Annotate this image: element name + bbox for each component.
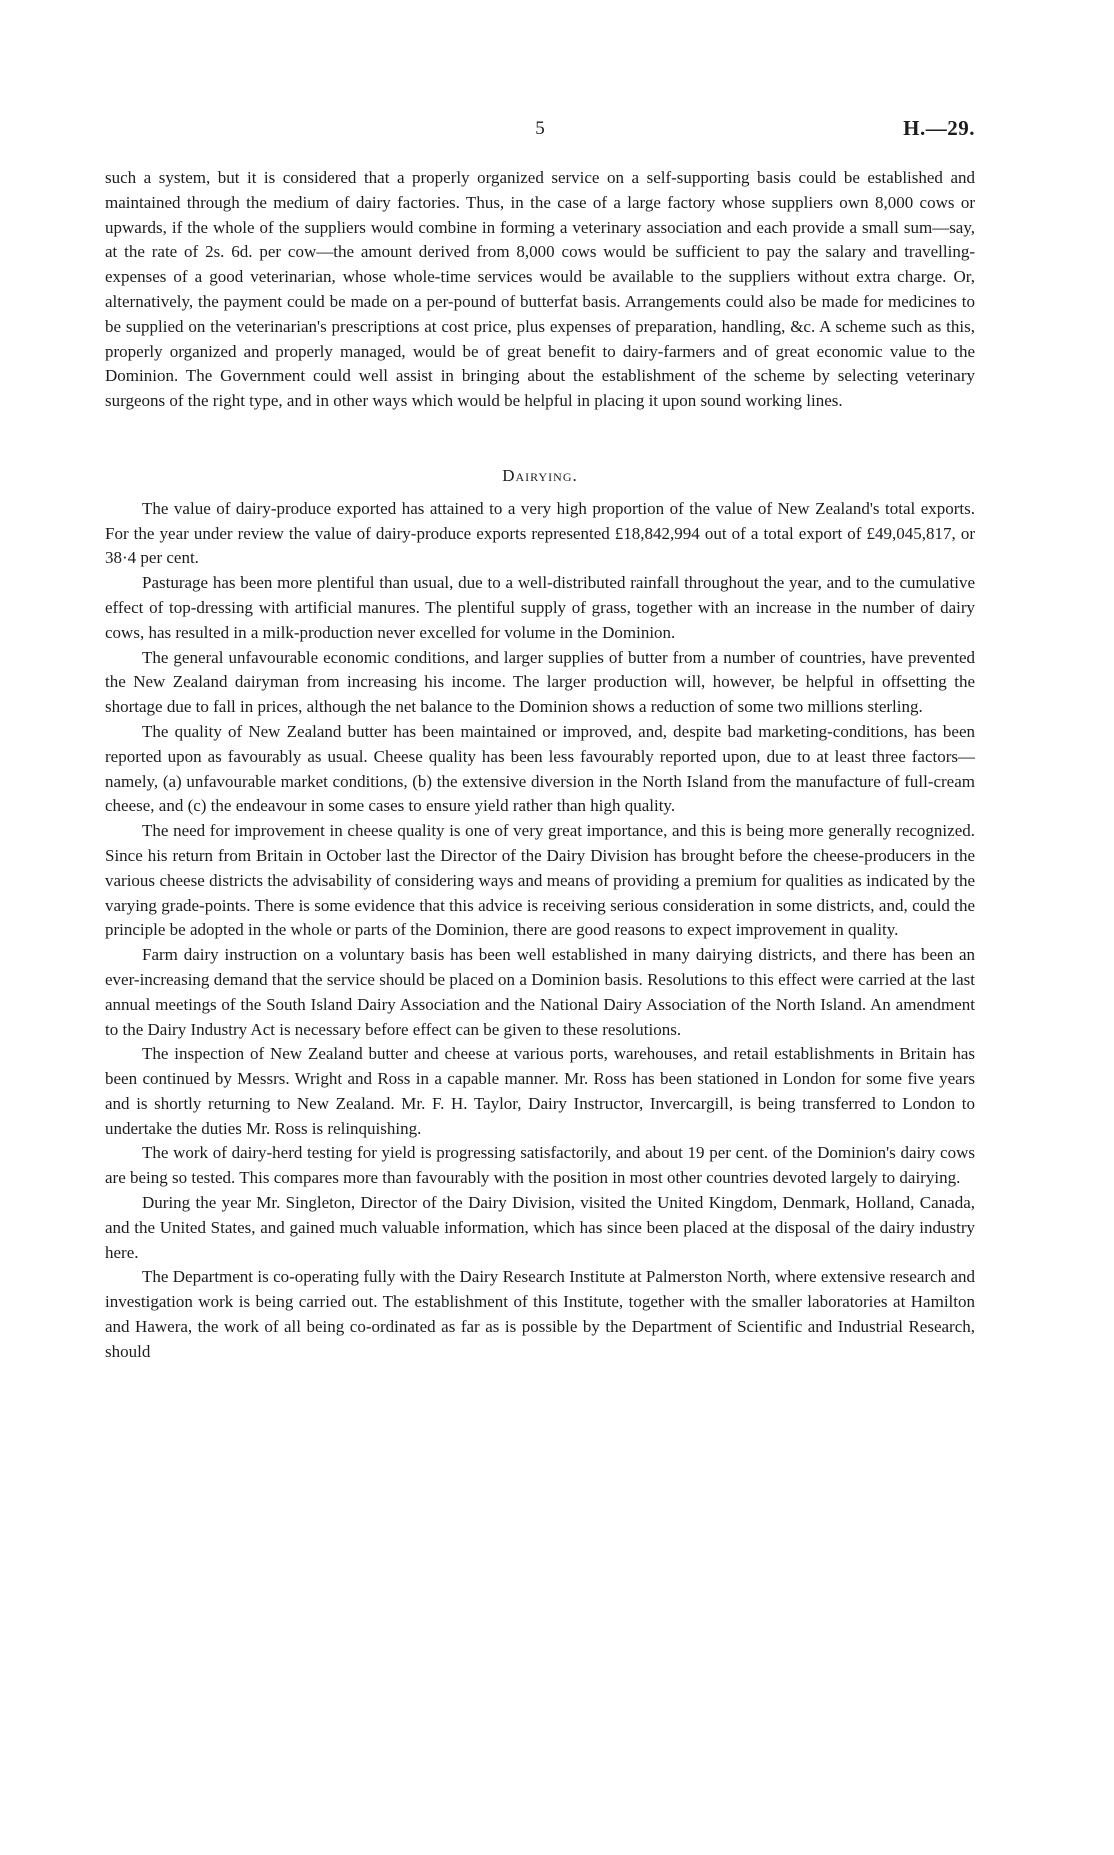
- document-reference: H.—29.: [903, 116, 975, 140]
- paragraph: During the year Mr. Singleton, Director of the Dairy Division, visited the United Kingdom, Denmark, Holland, Canada, and the United States, and gained much valuable information, which has since been placed at the disposal of the dairy industry here.: [105, 1193, 975, 1262]
- continued-paragraph: such a system, but it is considered that a properly organized service on a self-supporting basis could be established and maintained through the medium of dairy factories. Thus, in the case of a large factory whose suppliers own 8,000 cows or upwards, if the whole of the suppliers would combine in forming a veterinary association and each provide a small sum—say, at the rate of 2s. 6d. per cow—the amount derived from 8,000 cows would be sufficient to pay the salary and travelling-expenses of a good veterinarian, whose whole-time services would be available to the suppliers without extra charge. Or, alternatively, the payment could be made on a per-pound of butterfat basis. Arrangements could also be made for medicines to be supplied on the veterinarian's prescriptions at cost price, plus expenses of preparation, handling, &c. A scheme such as this, properly organized and properly managed, would be of great benefit to dairy-farmers and of great economic value to the Dominion. The Government could well assist in bringing about the establishment of the scheme by selecting veterinary surgeons of the right type, and in other ways which would be helpful in placing it upon sound working lines.: [105, 168, 975, 411]
- page-header: [105, 118, 975, 144]
- paragraph: The work of dairy-herd testing for yield is progressing satisfactorily, and about 19 per cent. of the Dominion's dairy cows are being so tested. This compares more than favourably with the position in most other countries devoted largely to dairying.: [105, 1143, 975, 1188]
- paragraph: The quality of New Zealand butter has been maintained or improved, and, despite bad marketing-conditions, has been reported upon as favourably as usual. Cheese quality has been less favourably reported upon, due to at least three factors—namely, (a) unfavourable market conditions, (b) the extensive diversion in the North Island from the manufacture of full-cream cheese, and (c) the endeavour in some cases to ensure yield rather than high quality.: [105, 721, 975, 816]
- paragraph: The general unfavourable economic conditions, and larger supplies of butter from a number of countries, have prevented the New Zealand dairyman from increasing his income. The larger production will, however, be helpful in offsetting the shortage due to fall in prices, although the net balance to the Dominion shows a reduction of some two millions sterling.: [105, 647, 975, 717]
- page-body: [105, 166, 975, 1365]
- paragraph: The need for improvement in cheese quality is one of very great importance, and this is being more generally recognized. Since his return from Britain in October last the Director of the Dairy Division has brought before the cheese-producers in the various cheese districts the advisability of considering ways and means of providing a premium for qualities as indicated by the varying grade-points. There is some evidence that this advice is receiving serious consideration in some districts, and, could the principle be adopted in the whole or parts of the Dominion, there are good reasons to expect improvement in quality.: [105, 821, 975, 940]
- section-heading: Dairying.: [502, 465, 578, 485]
- page-number: 5: [535, 118, 545, 139]
- paragraph: The inspection of New Zealand butter and cheese at various ports, warehouses, and retail establishments in Britain has been continued by Messrs. Wright and Ross in a capable manner. Mr. Ross has been stationed in London for some five years and is shortly returning to New Zealand. Mr. F. H. Taylor, Dairy Instructor, Invercargill, is being transferred to London to undertake the duties Mr. Ross is relinquishing.: [105, 1044, 975, 1138]
- paragraph: The Department is co-operating fully with the Dairy Research Institute at Palmerston North, where extensive research and investigation work is being carried out. The establishment of this Institute, together with the smaller laboratories at Hamilton and Hawera, the work of all being co-ordinated as far as is possible by the Department of Scientific and Industrial Research, should: [105, 1267, 975, 1361]
- paragraph: The value of dairy-produce exported has attained to a very high proportion of the value of New Zealand's total exports. For the year under review the value of dairy-produce exports represented £18,842,994 out of a total export of £49,045,817, or 38·4 per cent.: [105, 498, 975, 568]
- paragraph: Farm dairy instruction on a voluntary basis has been well established in many dairying districts, and there has been an ever-increasing demand that the service should be placed on a Dominion basis. Resolutions to this effect were carried at the last annual meetings of the South Island Dairy Association and the National Dairy Association of the North Island. An amendment to the Dairy Industry Act is necessary before effect can be given to these resolutions.: [105, 945, 975, 1039]
- paragraph: Pasturage has been more plentiful than usual, due to a well-distributed rainfall throughout the year, and to the cumulative effect of top-dressing with artificial manures. The plentiful supply of grass, together with an increase in the number of dairy cows, has resulted in a milk-production never excelled for volume in the Dominion.: [105, 573, 975, 642]
